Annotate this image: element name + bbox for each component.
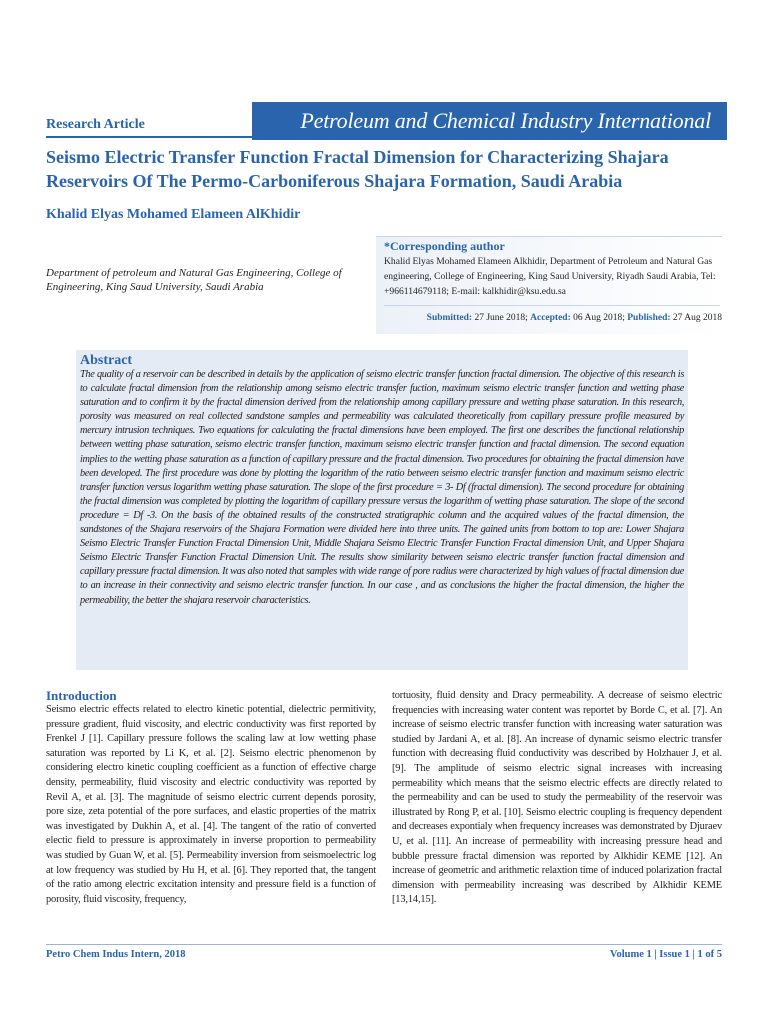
published-date: 27 Aug 2018 <box>672 313 722 323</box>
introduction-column-left: Seismo electric effects related to electro kinetic potential, dielectric permitivity, pressure gradient, fluid viscosity, and electric conductivity was first reported by Frenkel J [1]. Capillary pressure follows the scaling law at low wetting phase saturation was reported by Li K, et al. [2]. Seismo electric phenomenon by considering electro kinetic coupling coefficient as a function of effective charge density, permeability, fluid viscosity and electric conductivity was reported by Revil A, et al. [3]. The magnitude of seismo electric current depends porosity, pore size, zeta potential of the pore surfaces, and elastic properties of the matrix was investigated by Dukhin A, et al. [4]. The tangent of the ratio of converted electic field to pressure is approximately in inverse proportion to permeability was studied by Guan W, et al. [5]. Permeability inversion from seismoelectric log at low frequency was studied by Hu H, et al. [6]. They reported that, the tangent of the ratio among electric excitation intensity and pressure field is a function of porosity, fluid viscosity, frequency, <box>46 704 376 905</box>
paper-title: Seismo Electric Transfer Function Fractal Dimension for Characterizing Shajara Reservoirs Of The Permo-Carboniferous Shajara Formation, Saudi Arabia <box>46 147 669 191</box>
abstract-heading: Abstract <box>80 353 133 368</box>
footer-rule <box>46 944 722 945</box>
corresponding-divider <box>384 305 720 306</box>
published-label: Published: <box>627 313 671 323</box>
publication-dates <box>384 313 722 323</box>
corresponding-author-details: Khalid Elyas Mohamed Elameen Alkhidir, Department of Petroleum and Natural Gas engineering, College of Engineering, King Saud University, Riyadh Saudi Arabia, Tel: +966114679118; E-mail: kalkhidir@ksu.edu.sa <box>384 256 716 297</box>
paper-author: Khalid Elyas Mohamed Elameen AlKhidir <box>46 207 301 222</box>
header-rule <box>46 136 253 138</box>
abstract-text: The quality of a reservoir can be described in details by the application of seismo electric transfer function fractal dimension. The objective of this research is to calculate fractal dimension from the relationship among seismo electric transfer fuction, maximum seismo electric transfer function and wetting phase saturation and to confirm it by the fractal dimension derived from the relationship among capillary pressure and wetting phase saturation. In this research, porosity was measured on real collected sandstone samples and permeability was calculated theoretically from capillary pressure profile measured by mercury intrusion techniques. Two equations for calculating the fractal dimensions have been employed. The first one describes the functional relationship between wetting phase saturation, seismo electric transfer function, maximum seismo electric transfer function and fractal dimension. The second equation implies to the wetting phase saturation as a function of capillary pressure and the fractal dimension. Two procedures for obtaining the fractal dimension have been developed. The first procedure was done by plotting the logarithm of the ratio between seismo electric transfer function and maximum seismo electric transfer function versus logarithm wetting phase saturation. The slope of the first procedure = 3- Df (fractal dimension). The second procedure for obtaining the fractal dimension was completed by plotting the logarithm of capillary pressure versus the logarithm of wetting phase saturation. The slope of the second procedure = Df -3. On the basis of the obtained results of the constructed stratigraphic column and the acquired values of the fractal dimension, the sandstones of the Shajara reservoirs of the Shajara Formation were divided here into three units. The gained units from bottom to top are: Lower Shajara Seismo Electric Transfer Function Fractal Dimension Unit, Middle Shajara Seismo Electric Transfer Function Fractal dimension Unit, and Upper Shajara Seismo Electric Transfer Function Fractal Dimension Unit. The results show similarity between seismo electric transfer function fractal dimension and capillary pressure fractal dimension. It was also noted that samples with wide range of pore radius were characterized by high values of fractal dimension due to an increase in their connectivity and seismo electric transfer function. In our case , and as conclusions the higher the fractal dimension, the higher the permeability, the better the shajara reservoir characteristics. <box>80 369 684 606</box>
author-affiliation: Department of petroleum and Natural Gas Engineering, College of Engineering, King Saud University, Saudi Arabia <box>46 267 342 293</box>
introduction-heading: Introduction <box>46 688 117 703</box>
submitted-label: Submitted: <box>426 313 473 323</box>
accepted-date: 06 Aug 2018; <box>573 313 625 323</box>
journal-name: Petroleum and Chemical Industry International <box>300 108 711 133</box>
corresponding-author-title: *Corresponding author <box>384 239 505 253</box>
submitted-date: 27 June 2018; <box>474 313 528 323</box>
footer-issue: Volume 1 | Issue 1 | 1 of 5 <box>609 949 722 960</box>
journal-banner <box>252 102 727 140</box>
footer-journal: Petro Chem Indus Intern, 2018 <box>46 949 186 960</box>
accepted-label: Accepted: <box>530 313 571 323</box>
article-type-label: Research Article <box>46 117 145 132</box>
introduction-column-right: tortuosity, fluid density and Dracy permeability. A decrease of seismo electric frequencies with increasing water content was reportet by Borde C, et al. [7]. An increase of seismo electric transfer function with increasing water saturation was studied by Jardani A, et al. [8]. An increase of dynamic seismo electric transfer function with decreasing fluid conductivity was described by Holzhauer J, et al. [9]. The amplitude of seismo electric signal increases with increasing permeability which means that the seismo electric effects are directly related to the permeability and can be used to study the permeability of the reservoir was illustrated by Rong P, et al. [10]. Seismo electric coupling is frequency dependent and decreases expontialy when frequency increases was demonstrated by Djuraev U, et al. [11]. An increase of permeability with increasing pressure head and bubble pressure fractal dimension was reported by Alkhidir KEME [12]. An increase of geometric and arithmetic relaxtion time of induced polarization fractal dimension with permeability increasing was described by Alkhidir KEME [13,14,15]. <box>392 690 722 906</box>
